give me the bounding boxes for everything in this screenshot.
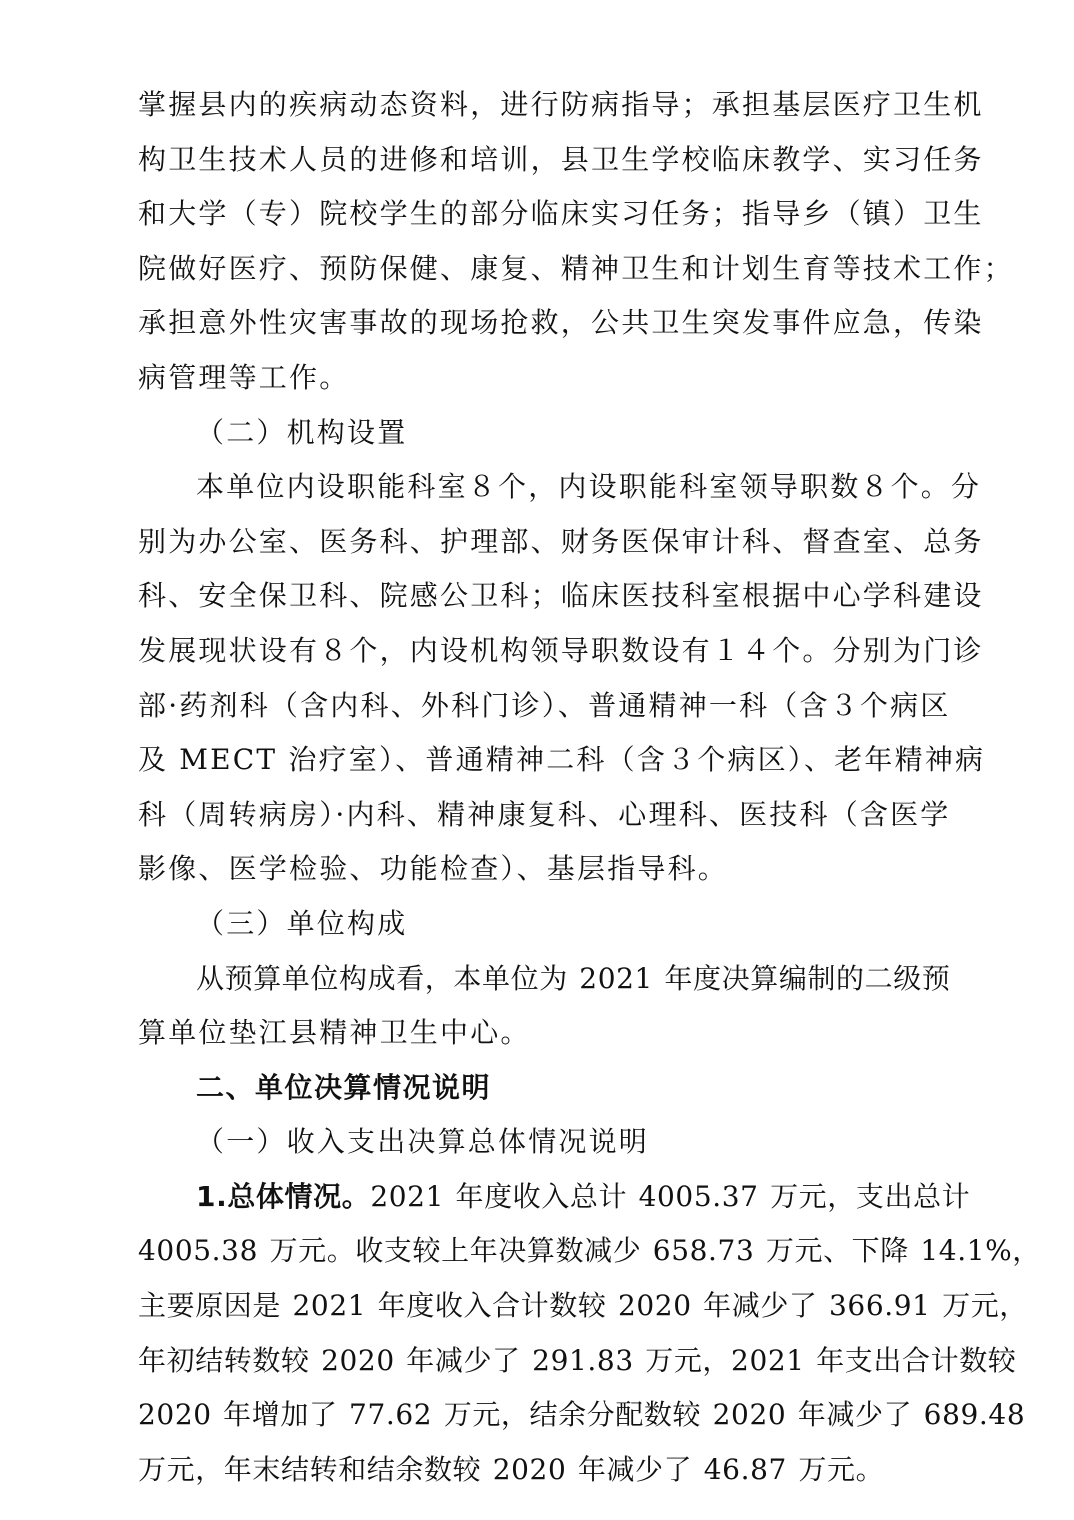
text-line: 构卫生技术人员的进修和培训，县卫生学校临床教学、实习任务 [138,142,984,176]
document-body [138,78,1041,1497]
paragraph-overall [138,1170,1041,1498]
text-line: 发展现状设有８个，内设机构领导职数设有１４个。分别为门诊 [138,633,984,667]
subheading-income-expense: （一）收入支出决算总体情况说明 [196,1125,650,1159]
paragraph-duties [138,78,1014,406]
text-line: 万元，年末结转和结余数较 2020 年减少了 46.87 万元。 [138,1452,885,1486]
text-line: 别为办公室、医务科、护理部、财务医保审计科、督查室、总务 [138,524,984,558]
subheading-unit-composition: （三）单位构成 [196,906,408,940]
text-line: 年初结转数较 2020 年减少了 291.83 万元，2021 年支出合计数较 [138,1343,1017,1377]
paragraph-unit-composition [138,952,951,1061]
text-line: 算单位垫江县精神卫生中心。 [138,1016,531,1050]
text-line: 科、安全保卫科、院感公卫科；临床医技科室根据中心学科建设 [138,579,984,613]
text-line: 及 MECT 治疗室）、普通精神二科（含３个病区）、老年精神病 [138,743,986,777]
text-line: 本单位内设职能科室８个，内设职能科室领导职数８个。分 [196,470,982,504]
text-line: 影像、医学检验、功能检查）、基层指导科。 [138,852,729,886]
text-line: 院做好医疗、预防保健、康复、精神卫生和计划生育等技术工作； [138,251,1014,285]
subheading-organization: （二）机构设置 [196,415,408,449]
text-line: 科（周转病房）·内科、精神康复科、心理科、医技科（含医学 [138,797,951,831]
overall-text: 2021 年度收入总计 4005.37 万元，支出总计 [370,1179,971,1213]
text-line [138,1170,971,1225]
text-line: 承担意外性灾害事故的现场抢救，公共卫生突发事件应急，传染 [138,306,984,340]
overall-lead: 1.总体情况。 [196,1179,371,1213]
section-heading: 二、单位决算情况说明 [196,1070,492,1104]
text-line: 病管理等工作。 [138,360,350,394]
text-line: 主要原因是 2021 年度收入合计数较 2020 年减少了 366.91 万元， [138,1289,1028,1323]
text-line: 2020 年增加了 77.62 万元，结余分配数较 2020 年减少了 689.48 [138,1398,1026,1432]
text-line: 和大学（专）院校学生的部分临床实习任务；指导乡（镇）卫生 [138,197,984,231]
text-line: 4005.38 万元。收支较上年决算数减少 658.73 万元、下降 14.1%， [138,1234,1041,1268]
paragraph-organization [138,460,986,897]
text-line: 从预算单位构成看，本单位为 2021 年度决算编制的二级预 [196,961,951,995]
text-line: 掌握县内的疾病动态资料，进行防病指导；承担基层医疗卫生机 [138,88,984,121]
text-line: 部·药剂科（含内科、外科门诊）、普通精神一科（含３个病区 [138,688,951,722]
